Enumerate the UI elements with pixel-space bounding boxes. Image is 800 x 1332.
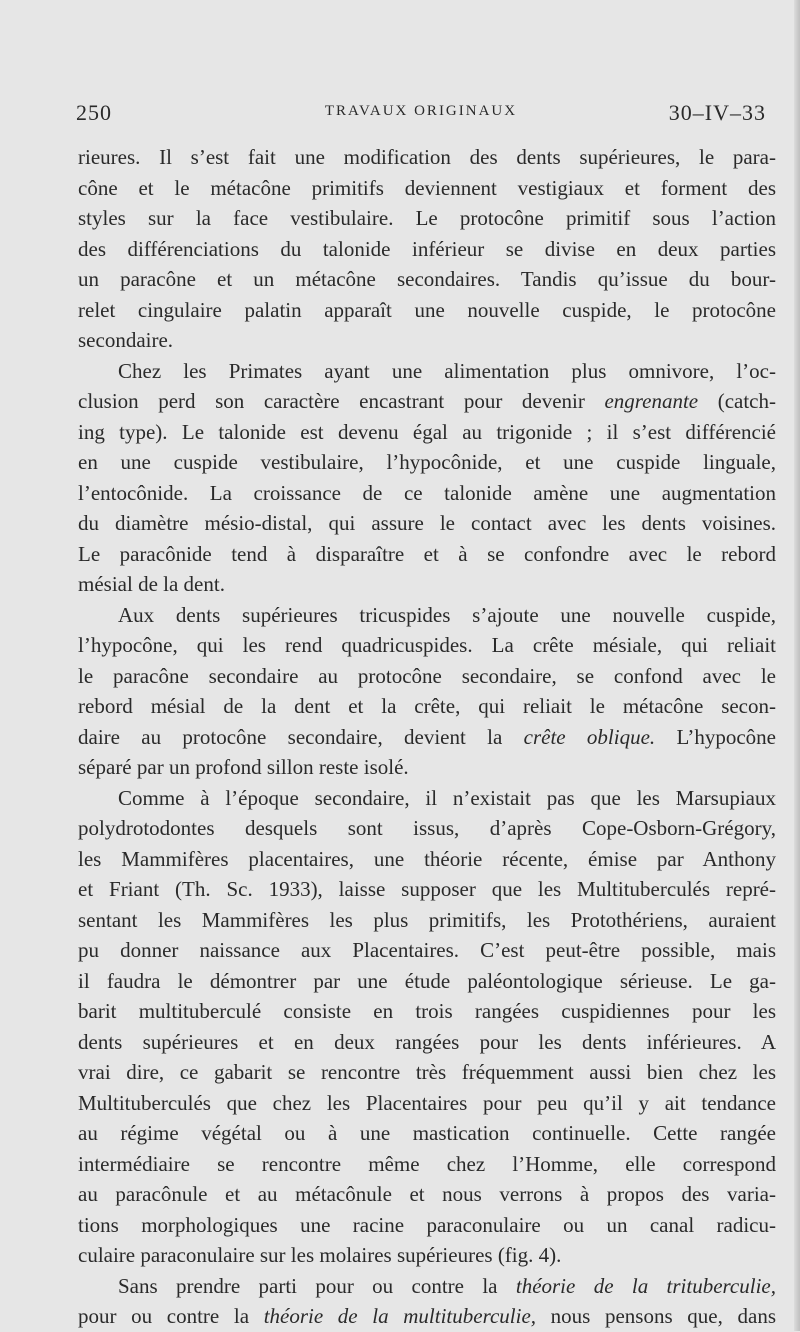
italic-term: engrenante [604,389,699,413]
text-line: rebord mésial de la dent et la crête, qui reliait le métacône secon- [78,694,776,718]
text-line: clusion perd son caractère encastrant pour devenir engrenante (catch- [78,389,776,413]
text-line: au paracônule et au métacônule et nous verrons à propos des varia- [78,1182,776,1206]
page-header [76,100,766,130]
text-line: Comme à l’époque secondaire, il n’existait pas que les Marsupiaux [118,785,776,810]
text-line: séparé par un profond sillon reste isolé. [78,755,409,779]
text-line: daire au protocône secondaire, devient la crête oblique. L’hypocône [78,724,776,749]
text-line: ing type). Le talonide est devenu égal au trigonide ; il s’est différencié [78,419,776,444]
text-line: il faudra le démontrer par une étude paléontologique sérieuse. Le ga- [78,968,776,993]
text-line: un paracône et un métacône secondaires. Tandis qu’issue du bour- [78,267,776,291]
text-line: le paracône secondaire au protocône secondaire, se confond avec le [78,663,776,688]
text-line: dents supérieures et en deux rangées pour les dents inférieures. A [78,1029,776,1054]
text-line: l’hypocône, qui les rend quadricuspides. La crête mésiale, qui reliait [78,633,776,657]
text-line: Aux dents supérieures tricuspides s’ajoute une nouvelle cuspide, [118,602,776,627]
text-line: mésial de la dent. [78,572,225,596]
header-date: 30–IV–33 [668,100,766,125]
text-line: vrai dire, ce gabarit se rencontre très fréquemment aussi bien chez les [78,1060,776,1084]
text-line: pu donner naissance aux Placentaires. C’est peut-être possible, mais [78,938,776,962]
italic-term: théorie de la multituberculie, [263,1304,537,1328]
text-line: polydrotodontes desquels sont issus, d’après Cope-Osborn-Grégory, [78,816,776,840]
page-edge-shadow [794,0,800,1331]
text-line: Chez les Primates ayant une alimentation plus omnivore, l’oc- [118,358,776,383]
text-line: les Mammifères placentaires, une théorie récente, émise par Anthony [78,846,776,871]
text-line: barit multituberculé consiste en trois rangées cuspidiennes pour les [78,999,776,1023]
body-text [78,142,776,1332]
text-line: l’entocônide. La croissance de ce talonide amène une augmentation [78,480,776,505]
page-number: 250 [76,100,112,125]
text-line: cône et le métacône primitifs deviennent vestigiaux et forment des [78,175,776,200]
text-line: au régime végétal ou à une mastication continuelle. Cette rangée [78,1121,776,1145]
italic-term: crête oblique. [523,724,656,749]
text-line: secondaire. [78,328,174,352]
text-line: tions morphologiques une racine paraconulaire ou un canal radicu- [78,1212,776,1237]
text-line: Le paracônide tend à disparaître et à se confondre avec le rebord [78,541,776,566]
text-line: rieures. Il s’est fait une modification des dents supérieures, le para- [78,145,776,169]
text-line: du diamètre mésio-distal, qui assure le contact avec les dents voisines. [78,511,776,535]
text-line: des différenciations du talonide inférieur se divise en deux parties [78,236,776,261]
text-line: et Friant (Th. Sc. 1933), laisse supposer que les Multituberculés repré- [78,877,776,901]
text-line: Sans prendre parti pour ou contre la théorie de la trituberculie, [118,1273,776,1298]
text-line: en une cuspide vestibulaire, l’hypocônide, et une cuspide linguale, [78,450,776,474]
text-line: intermédiaire se rencontre même chez l’Homme, elle correspond [78,1151,776,1176]
text-line: pour ou contre la théorie de la multituberculie, nous pensons que, dans [78,1304,776,1328]
text-line: styles sur la face vestibulaire. Le protocône primitif sous l’action [78,206,776,230]
text-line: Multituberculés que chez les Placentaires pour peu qu’il y ait tendance [78,1090,776,1115]
text-line: sentant les Mammifères les plus primitifs, les Protothériens, auraient [78,907,776,932]
italic-term: théorie de la trituberculie, [515,1273,776,1298]
text-line: relet cingulaire palatin apparaît une nouvelle cuspide, le protocône [78,297,776,322]
running-title: TRAVAUX ORIGINAUX [324,103,518,119]
text-line: culaire paraconulaire sur les molaires supérieures (fig. 4). [78,1243,562,1267]
